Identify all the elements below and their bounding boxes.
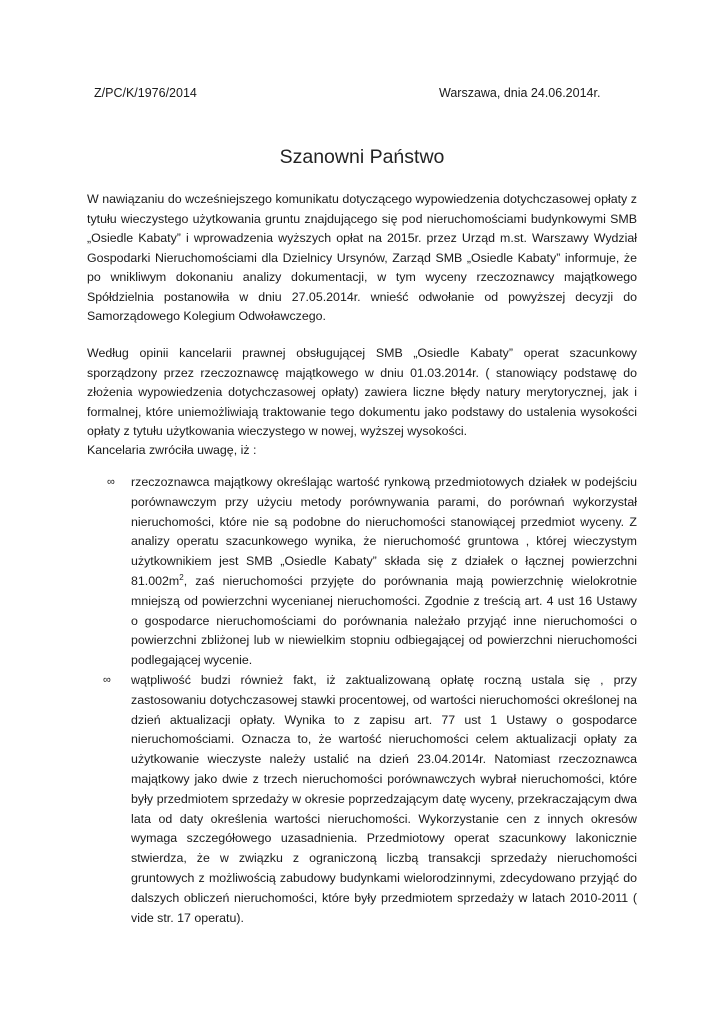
superscript-two: 2 [179, 572, 184, 582]
infinity-bullet-icon: ∞ [107, 476, 115, 488]
letter-greeting-title: Szanowni Państwo [279, 146, 445, 168]
list-item-text-continued: , zaś nieruchomości przyjęte do porównania mają powierzchnię wielokrotnie mniejszą od powierzchni wycenianej nieruchomości. Zgodnie z treścią art. 4 ust 16 Ustawy o gospodarce nieruchomościami do porównania należało przyjąć inne nieruchomości o powierzchni zbliżonej lub w niewielkim stopniu odbiegającej od powierzchni nieruchomości podlegającej wycenie. [131, 573, 637, 668]
list-item [87, 671, 637, 928]
infinity-bullet-icon: ∞ [103, 674, 111, 686]
place-and-date: Warszawa, dnia 24.06.2014r. [439, 86, 601, 100]
paragraph-remarks-intro: Kancelaria zwróciła uwagę, iż : [87, 443, 257, 457]
document-reference: Z/PC/K/1976/2014 [94, 86, 197, 100]
list-item [87, 473, 637, 671]
list-item-text: wątpliwość budzi również fakt, iż zaktualizowaną opłatę roczną ustala się , przy zastosowaniu dotychczasowej stawki procentowej, od wartości nieruchomości określonej na dzień aktualizacji opłaty. Wynika to z zapisu art. 77 ust 1 Ustawy o gospodarce nieruchomościami. Oznacza to, że wartość nieruchomości celem aktualizacji opłaty za użytkowanie wieczyste należy ustalić na dzień 23.04.2014r. Natomiast rzeczoznawca majątkowy jako dwie z trzech nieruchomości porównawczych wybrał nieruchomości, które były przedmiotem sprzedaży w okresie poprzedzającym datę wyceny, przekraczającym dwa lata od daty określenia wartości nieruchomości. Wykorzystanie cen z innych okresów wymaga szczegółowego uzasadnienia. Przedmiotowy operat szacunkowy lakonicznie stwierdza, że w związku z ograniczoną liczbą transakcji sprzedaży nieruchomości gruntowych z możliwością zabudowy budynkami wielorodzinnymi, zdecydowano przyjąć do dalszych obliczeń nieruchomości, które były przedmiotem sprzedaży w latach 2010-2011 ( vide str. 17 operatu). [131, 673, 637, 925]
list-item-text: rzeczoznawca majątkowy określając wartość rynkową przedmiotowych działek w podejściu porównawczym przy użyciu metody porównywania parami, do porównań wykorzystał nieruchomości, które nie są podobne do nieruchomości stanowiącej przedmiot wyceny. Z analizy operatu szacunkowego wynika, że nieruchomość gruntowa , której wieczystym użytkownikiem jest SMB „Osiedle Kabaty” składa się z działek o łącznej powierzchni 81.002m [131, 475, 637, 588]
remarks-list-first [87, 473, 637, 682]
remarks-list-second [87, 671, 637, 939]
paragraph-intro: W nawiązaniu do wcześniejszego komunikatu dotyczącego wypowiedzenia dotychczasowej opłaty z tytułu wieczystego użytkowania gruntu znajdującego się pod nieruchomościami budynkowymi SMB „Osiedle Kabaty” i wprowadzenia wyższych opłat na 2015r. przez Urząd m.st. Warszawy Wydział Gospodarki Nieruchomościami dla Dzielnicy Ursynów, Zarząd SMB „Osiedle Kabaty” informuje, że po wnikliwym dokonaniu analizy dokumentacji, w tym wyceny rzeczoznawcy majątkowego Spółdzielnia postanowiła w dniu 27.05.2014r. wnieść odwołanie od powyższej decyzji do Samorządowego Kolegium Odwoławczego. [87, 192, 637, 323]
paragraph-legal-opinion: Według opinii kancelarii prawnej obsługującej SMB „Osiedle Kabaty” operat szacunkowy sporządzony przez rzeczoznawcę majątkowego w dniu 01.03.2014r. ( stanowiący podstawę do złożenia wypowiedzenia dotychczasowej opłaty) zawiera liczne błędy natury merytorycznej, jak i formalnej, które uniemożliwiają traktowanie tego dokumentu jako podstawy do ustalenia wysokości opłaty z tytułu użytkowania wieczystego w nowej, wyższej wysokości. [87, 346, 637, 438]
